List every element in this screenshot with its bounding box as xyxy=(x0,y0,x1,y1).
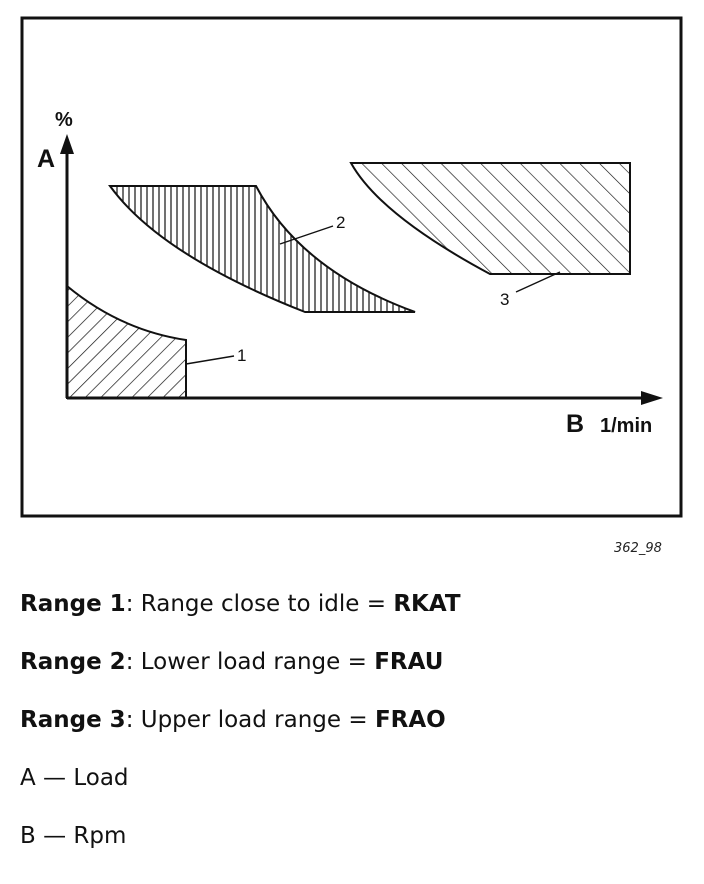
range-3-region xyxy=(351,163,630,274)
range-1-region xyxy=(67,286,186,398)
figure-code: 362_98 xyxy=(614,541,662,556)
legend-term: Range 3 xyxy=(20,707,126,733)
callout-3-label: 3 xyxy=(500,290,510,309)
legend-desc: B — Rpm xyxy=(20,823,127,849)
legend-sep: : xyxy=(125,649,141,675)
legend-term: Range 2 xyxy=(20,649,126,675)
legend-desc: Upper load range = xyxy=(140,707,375,733)
legend-range-2 xyxy=(20,648,680,676)
callout-1-label: 1 xyxy=(237,346,247,365)
legend-abbr: FRAO xyxy=(374,707,446,733)
legend-desc: Lower load range = xyxy=(140,649,375,675)
callout-2-label: 2 xyxy=(336,213,346,232)
legend-desc: A — Load xyxy=(20,765,129,791)
x-axis-arrowhead xyxy=(641,391,663,405)
legend-abbr: FRAU xyxy=(374,649,444,675)
callout-1-leader xyxy=(186,356,234,364)
legend-axis-a xyxy=(20,764,680,792)
legend-range-1 xyxy=(20,590,680,618)
legend-axis-b xyxy=(20,822,680,850)
legend-range-3 xyxy=(20,706,680,734)
y-axis-letter: A xyxy=(37,145,56,173)
legend-term: Range 1 xyxy=(20,591,126,617)
y-axis-unit: % xyxy=(55,109,73,131)
legend-abbr: RKAT xyxy=(393,591,461,617)
y-axis-arrowhead xyxy=(60,134,74,154)
legend-desc: Range close to idle = xyxy=(140,591,394,617)
x-axis-unit: 1/min xyxy=(600,415,653,437)
x-axis-letter: B xyxy=(566,410,585,438)
legend-sep: : xyxy=(125,707,141,733)
legend-sep: : xyxy=(125,591,141,617)
range-2-region xyxy=(110,186,415,312)
legend xyxy=(20,590,680,880)
